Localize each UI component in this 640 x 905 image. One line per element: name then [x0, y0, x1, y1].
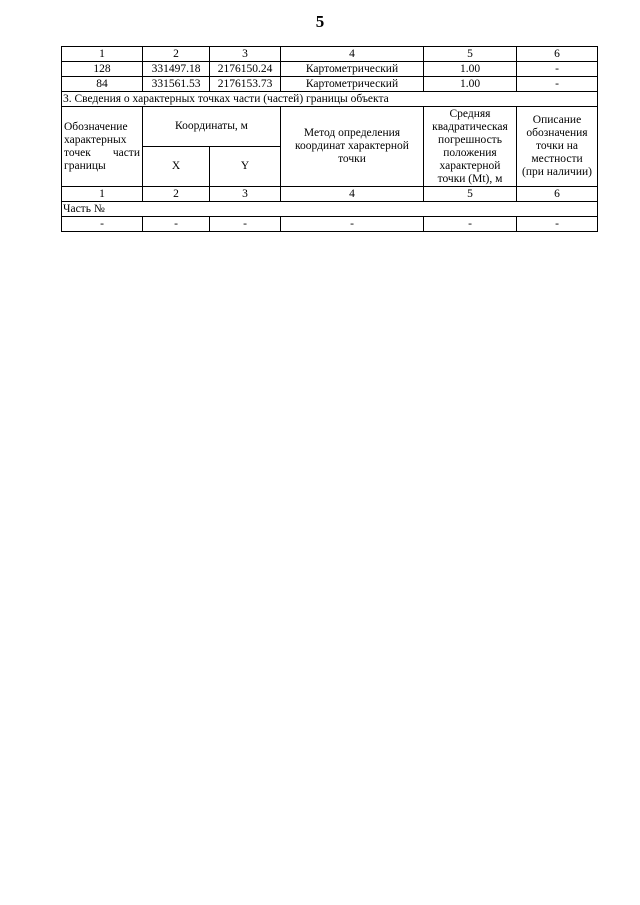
coord-y: 2176153.73	[210, 77, 281, 92]
error-mt: -	[424, 217, 517, 232]
point-id: 84	[62, 77, 143, 92]
coord-x: 331497.18	[143, 62, 210, 77]
method: Картометрический	[281, 62, 424, 77]
header-method: Метод определения координат характерной точки	[281, 107, 424, 187]
column-number: 2	[143, 187, 210, 202]
coord-x: -	[143, 217, 210, 232]
column-number: 2	[143, 47, 210, 62]
header-designation: Обозначение характерных точек части границы	[62, 107, 143, 187]
header-coordinates: Координаты, м	[143, 107, 281, 147]
description: -	[517, 77, 598, 92]
column-number: 6	[517, 47, 598, 62]
table-row	[62, 217, 598, 232]
coord-x: 331561.53	[143, 77, 210, 92]
column-number: 4	[281, 47, 424, 62]
header-y: Y	[210, 147, 281, 187]
method: -	[281, 217, 424, 232]
header-x: X	[143, 147, 210, 187]
coord-y: -	[210, 217, 281, 232]
section-title-row	[62, 92, 598, 107]
header-description: Описание обозначения точки на местности (при наличии)	[517, 107, 598, 187]
description: -	[517, 62, 598, 77]
error-mt: 1.00	[424, 62, 517, 77]
column-number: 5	[424, 187, 517, 202]
table-row	[62, 77, 598, 92]
point-id: -	[62, 217, 143, 232]
header-error: Средняя квадратическая погрешность положения характерной точки (Mt), м	[424, 107, 517, 187]
error-mt: 1.00	[424, 77, 517, 92]
method: Картометрический	[281, 77, 424, 92]
description: -	[517, 217, 598, 232]
table1-column-numbers	[62, 47, 598, 62]
column-number: 1	[62, 187, 143, 202]
page-number: 5	[315, 12, 325, 31]
boundary-points-table	[61, 46, 598, 232]
column-number: 1	[62, 47, 143, 62]
column-number: 3	[210, 47, 281, 62]
section-title: 3. Сведения о характерных точках части (частей) границы объекта	[62, 92, 598, 107]
section3-header-row-1	[62, 107, 598, 147]
coord-y: 2176150.24	[210, 62, 281, 77]
column-number: 5	[424, 47, 517, 62]
part-row	[62, 202, 598, 217]
point-id: 128	[62, 62, 143, 77]
section3-column-numbers	[62, 187, 598, 202]
column-number: 6	[517, 187, 598, 202]
column-number: 3	[210, 187, 281, 202]
part-label: Часть №	[62, 202, 598, 217]
table-row	[62, 62, 598, 77]
column-number: 4	[281, 187, 424, 202]
